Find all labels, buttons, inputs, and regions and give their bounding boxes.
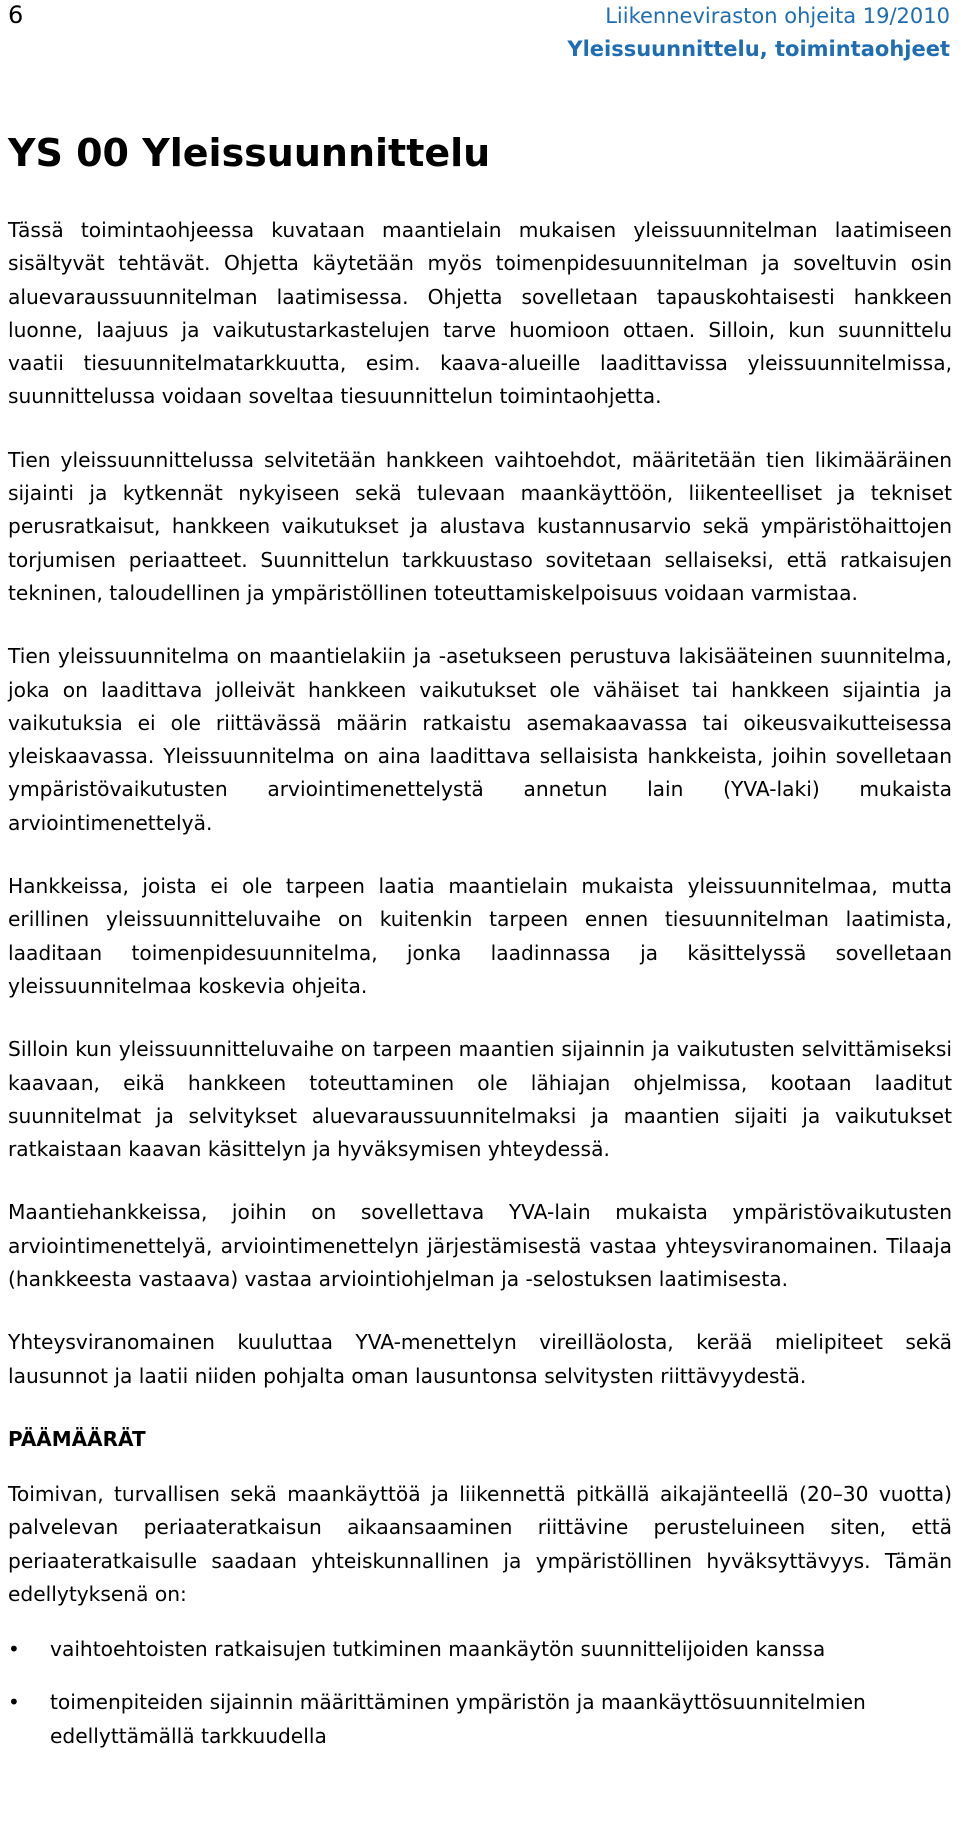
- page-body: [8, 128, 952, 1773]
- document-subtitle: Yleissuunnittelu, toimintaohjeet: [567, 37, 950, 61]
- paragraph-general-plan-legal: Tien yleissuunnitelma on maantielakiin ja -asetukseen perustuva lakisääteinen suunnitelma, joka on laadittava jolleivät hankkeen vaikutukset ole vähäiset tai hankkeen sijaintia ja vaikutuksia ei ole riittävässä määrin ratkaistu asemakaavassa tai oikeusvaikutteisessa yleiskaavassa. Yleissuunnitelma on aina laadittava sellaisista hankkeista, joihin sovelletaan ympäristövaikutusten arviointimenettelystä annetun lain (YVA-laki) mukaista arviointimenettelyä.: [8, 644, 952, 835]
- bullet-icon: •: [8, 1690, 20, 1715]
- list-item: [8, 1686, 952, 1753]
- section-heading-goals: PÄÄMÄÄRÄT: [8, 1426, 146, 1451]
- bullet-icon: •: [8, 1637, 20, 1662]
- paragraph-eia-procedure: Maantiehankkeissa, joihin on sovellettava YVA-lain mukaista ympäristövaikutusten arviointimenettelyä, arviointimenettelyn järjestämisestä vastaa yhteysviranomainen. Tilaaja (hankkeesta vastaava) vastaa arviointiohjelman ja -selostuksen laatimisesta.: [8, 1200, 952, 1292]
- running-header: [567, 0, 950, 66]
- list-item-text: vaihtoehtoisten ratkaisujen tutkiminen maankäytön suunnittelijoiden kanssa: [50, 1637, 826, 1662]
- page-title: YS 00 Yleissuunnittelu: [8, 131, 491, 175]
- paragraph-measure-plan: Hankkeissa, joista ei ole tarpeen laatia maantielain mukaista yleissuunnitelmaa, mutta erillinen yleissuunnitteluvaihe on kuitenkin tarpeen ennen tiesuunnitelman laatimista, laaditaan toimenpidesuunnitelma, jonka laadinnassa ja käsittelyssä sovelletaan yleissuunnitelmaa koskevia ohjeita.: [8, 874, 952, 998]
- publication-series: Liikenneviraston ohjeita 19/2010: [605, 4, 950, 28]
- paragraph-contact-authority: Yhteysviranomainen kuuluttaa YVA-menettelyn vireilläolosta, kerää mielipiteet sekä lausunnot ja laatii niiden pohjalta oman lausuntonsa selvitysten riittävyydestä.: [8, 1330, 952, 1388]
- paragraph-intro: Tässä toimintaohjeessa kuvataan maantielain mukaisen yleissuunnitelman laatimiseen sisältyvät tehtävät. Ohjetta käytetään myös toimenpidesuunnitelman ja soveltuvin osin aluevaraussuunnitelman laatimisessa. Ohjetta sovelletaan tapauskohtaisesti hankkeen luonne, laajuus ja vaikutustarkastelujen tarve huomioon ottaen. Silloin, kun suunnittelu vaatii tiesuunnitelmatarkkuutta, esim. kaava-alueille laadittavissa yleissuunnitelmissa, suunnittelussa voidaan soveltaa tiesuunnittelun toimintaohjetta.: [8, 218, 952, 409]
- paragraph-general-planning: Tien yleissuunnittelussa selvitetään hankkeen vaihtoehdot, määritetään tien likimääräinen sijainti ja kytkennät nykyiseen sekä tulevaan maankäyttöön, liikenteelliset ja tekniset perusratkaisut, hankkeen vaikutukset ja alustava kustannusarvio sekä ympäristöhaittojen torjumisen periaatteet. Suunnittelun tarkkuustaso sovitetaan sellaiseksi, että ratkaisujen tekninen, taloudellinen ja ympäristöllinen toteuttamiskelpoisuus voidaan varmistaa.: [8, 447, 952, 605]
- list-item: [8, 1633, 952, 1666]
- paragraph-goals-intro: Toimivan, turvallisen sekä maankäyttöä ja liikennettä pitkällä aikajänteellä (20–30 vuotta) palvelevan periaateratkaisun aikaansaaminen riittävine perusteluineen siten, että periaateratkaisulle saadaan yhteiskunnallinen ja ympäristöllinen hyväksyttävyys. Tämän edellytyksenä on:: [8, 1481, 952, 1606]
- paragraph-reservation-plan: Silloin kun yleissuunnitteluvaihe on tarpeen maantien sijainnin ja vaikutusten selvittämiseksi kaavaan, eikä hankkeen toteuttaminen ole lähiajan ohjelmissa, kootaan laaditut suunnitelmat ja selvitykset aluevaraussuunnitelmaksi ja maantien sijaiti ja vaikutukset ratkaistaan kaavan käsittelyn ja hyväksymisen yhteydessä.: [8, 1037, 952, 1162]
- goals-bullet-list: [8, 1633, 952, 1753]
- page-number: 6: [8, 1, 24, 29]
- list-item-text: toimenpiteiden sijainnin määrittäminen ympäristön ja maankäyttösuunnitelmien edellyttämällä tarkkuudella: [50, 1690, 866, 1748]
